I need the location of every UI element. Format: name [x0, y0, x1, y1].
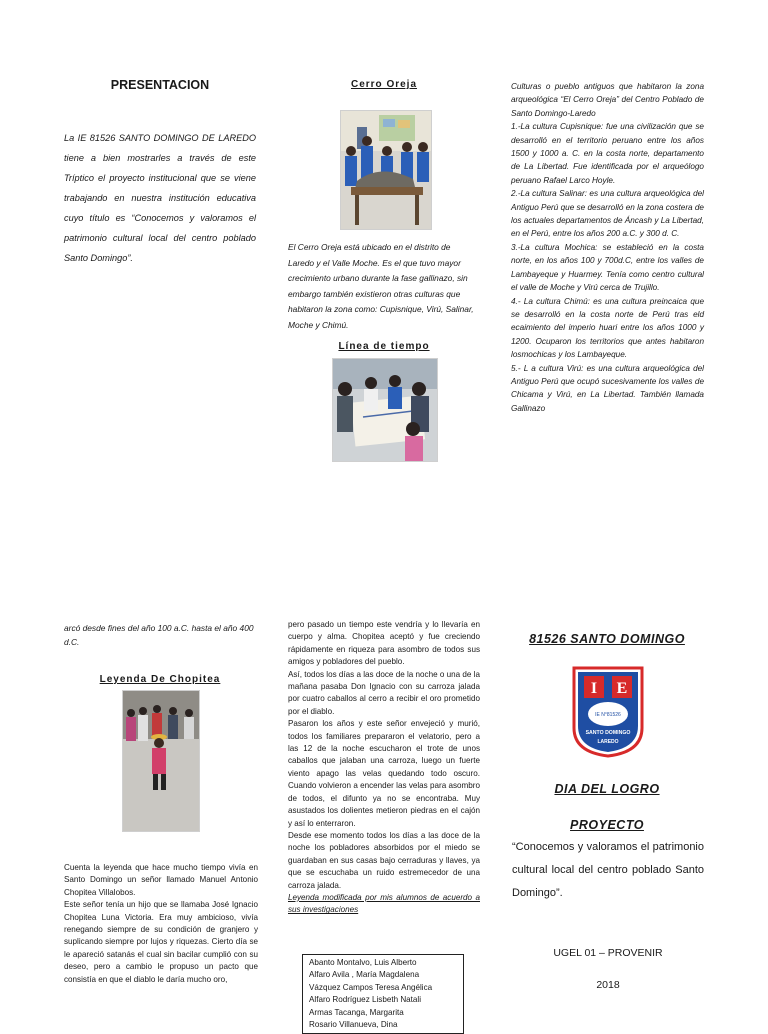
logo-letter: E — [616, 680, 628, 697]
leyenda-paragraph: Este señor tenía un hijo que se llamaba José Ignacio Chopitea Luna Victoria. Era muy ambicioso, vivía renegando siempre de su condición de granjero y suplicando siempre por lujos y riquezas. Cierto día se le apareció satanás el cual sin bacilar cumplió con su deseo, pero a cambio le propuso un pacto que consistía en que el diablo le daría mucho oro, — [64, 900, 258, 984]
culturas-continuation: arcó desde fines del año 100 a.C. hasta el año 400 d.C. — [64, 623, 254, 647]
leyenda-paragraph: Así, todos los días a las doce de la noche o una de la mañana pasaba Don Ignacio con su carroza jalada por cuatro caballos al cerro a recibir el oro prometido por el diablo. — [288, 669, 480, 716]
authors-box — [302, 954, 464, 1034]
event-title: DIA DEL LOGRO — [554, 782, 660, 796]
ugel-label: UGEL 01 – PROVENIR — [553, 947, 663, 959]
logo-badge: IE N°81526 — [595, 712, 621, 718]
project-label: PROYECTO — [570, 818, 644, 832]
leyenda-paragraph: Pasaron los años y este señor envejeció y murió, todos los familiares prepararon el velatorio, pero a las 12 de la noche escucharon el trote de unos caballos que jalaban una carroza, luego un fuerte viento apago las velas quedando todo oscuro. Cuando volvieron a encender las velas para asombro de todos, el difunto ya no se encontraba. Muy asustados los dolientes metieron piedras en el cajón y así lo enterraron. — [288, 719, 480, 828]
author-name: Rosario Villanueva, Dina — [309, 1020, 398, 1030]
leyenda-title: Leyenda De Chopitea — [99, 674, 221, 685]
author-name: Armas Tacanga, Margarita — [309, 1007, 404, 1017]
cultura-salinar: 2.-La cultura Salinar: es una cultura arqueológica del Antiguo Perú que se desarrolló en la zona costera de los actuales departamentos de Áncash y La Libertad, en el Perú, entre los años 200 a.C. y 300 d. C. — [511, 189, 704, 239]
leyenda-paragraph: pero pasado un tiempo este vendría y lo llevaría en cuerpo y alma. Chopitea aceptó y fue creciendo rápidamente en riqueza para asombro de todos sus amigos y pobladores del pueblo. — [288, 620, 480, 667]
leyenda-right-text — [288, 619, 480, 917]
presentacion-title: PRESENTACION — [110, 78, 210, 92]
cultura-chimu: 4.- La cultura Chimú: es una cultura preincaica que se desarrolló en la costa norte de Perú tras eld ecaimiento del imperio huari entre los años 1000 y 1200. Ocuparon los territorios que antes habitaron losmochicas y los Lambayeque. — [511, 296, 704, 360]
author-name: Vázquez Campos Teresa Angélica — [309, 982, 433, 992]
leyenda-paragraph: Desde ese momento todos los días a las doce de la noche los pobladores absorbidos por el miedo se guardaban en sus casas bajo cerraduras y llaves, ya que se escuchaba un ruido estremecedor de una carroza jalada. — [288, 830, 480, 890]
cultura-mochica: 3.-La cultura Mochica: se estableció en la costa norte, en los años 100 y 700d.C, entre los valles de Lambayeque y Huarmey. Tenía como centro cultural el valle de Moche y Virú cerca de Trujillo. — [511, 242, 704, 293]
linea-tiempo-title: Línea de tiempo — [338, 341, 430, 352]
cultura-cupisnique: 1.-La cultura Cupisnique: fue una civilización que se desarrolló en el territorio peruano entre los años 1500 y 1000 a. C. en la costa norte, departamento de La Libertad. Fue identificada por el arqueólogo peruano Rafael Larco Hoyle. — [511, 122, 704, 185]
logo-letter: I — [590, 680, 598, 697]
leyenda-note: Leyenda modificada por mis alumnos de acuerdo a sus investigaciones — [288, 892, 480, 915]
cerro-oreja-body: El Cerro Oreja está ubicado en el distrito de Laredo y el Valle Moche. Es el que tuvo mayor crecimiento urbano durante la fase gallinazo, sin embargo también existieron otras culturas que habitaron la zona como: Cupisnique, Virú, Salinar, Moche y Chimú. — [288, 242, 474, 330]
author-name: Alfaro Avila , María Magdalena — [309, 970, 420, 980]
logo-place: LAREDO — [597, 739, 619, 745]
project-title: “Conocemos y valoramos el patrimonio cultural local del centro poblado Santo Domingo”. — [512, 841, 704, 899]
school-crest-icon — [572, 666, 644, 758]
year-label: 2018 — [596, 979, 620, 991]
author-name: Abanto Montalvo, Luis Alberto — [309, 958, 417, 967]
culturas-intro: Culturas o pueblo antiguos que habitaron la zona arqueológica “El Cerro Oreja” del Centro Poblado de Santo Domingo-Laredo — [511, 82, 704, 118]
logo-name: SANTO DOMINGO — [585, 730, 631, 736]
chopitea-performance-photo — [122, 690, 200, 832]
leyenda-left-text — [64, 862, 258, 986]
cultura-viru: 5.- L a cultura Virú: es una cultura arqueológica del Antiguo Perú que ocupó sucesivamente los valles de Chicama y Virú, en La Libertad. También llamada Gallinazo — [511, 363, 704, 413]
cerro-oreja-title: Cerro Oreja — [350, 79, 418, 90]
students-cerro-photo — [340, 110, 432, 230]
school-title: 81526 SANTO DOMINGO — [529, 632, 685, 646]
author-name: Alfaro Rodríguez Lisbeth Natali — [309, 995, 422, 1005]
presentacion-body: La IE 81526 SANTO DOMINGO DE LAREDO tiene a bien mostrarles a través de este Tríptico el proyecto institucional que se viene trabajando en nuestra institución educativa cuyo título es “Conocemos y valoramos el patrimonio cultural local del centro poblado Santo Domingo”. — [64, 133, 256, 263]
students-timeline-photo — [332, 358, 438, 462]
culturas-block — [511, 80, 704, 415]
leyenda-paragraph: Cuenta la leyenda que hace mucho tiempo vivía en Santo Domingo un señor llamado Manuel Antonio Chopitea Villalobos. — [64, 863, 258, 897]
